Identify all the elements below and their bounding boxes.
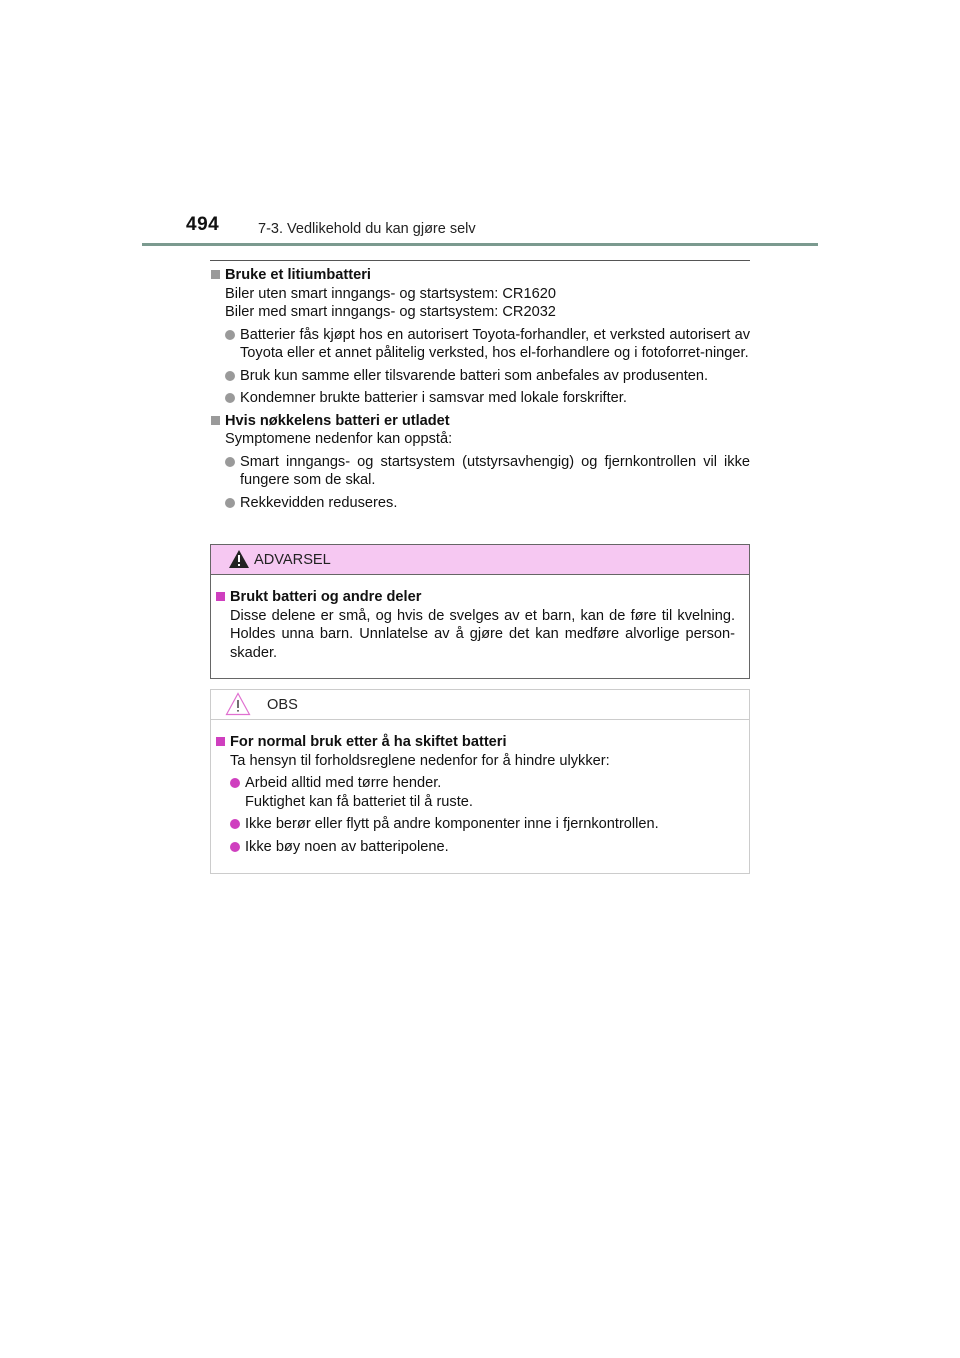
round-bullet-icon bbox=[225, 457, 235, 467]
paragraph: Biler med smart inngangs- og startsystem: CR2032 bbox=[225, 304, 556, 320]
list-item-text: Ikke bøy noen av batteripolene. bbox=[245, 838, 449, 855]
round-bullet-icon bbox=[225, 498, 235, 508]
warning-label: ADVARSEL bbox=[254, 552, 331, 568]
header-rule bbox=[142, 243, 818, 246]
notice-heading bbox=[215, 733, 735, 752]
round-bullet-icon bbox=[225, 393, 235, 403]
square-bullet-icon bbox=[211, 270, 220, 279]
warning-triangle-icon bbox=[228, 549, 250, 569]
heading-text: For normal bruk etter å ha skiftet batteri bbox=[230, 734, 507, 750]
section-title: 7-3. Vedlikehold du kan gjøre selv bbox=[258, 221, 476, 237]
content-rule bbox=[210, 260, 750, 261]
warning-box bbox=[210, 544, 750, 679]
square-bullet-icon bbox=[216, 592, 225, 601]
heading-text: Brukt batteri og andre deler bbox=[230, 589, 422, 605]
round-bullet-icon bbox=[225, 371, 235, 381]
notice-intro: Ta hensyn til forholdsreglene nedenfor for å hindre ulykker: bbox=[230, 752, 610, 769]
round-bullet-icon bbox=[230, 778, 240, 788]
list-item-text: Bruk kun samme eller tilsvarende batteri som anbefales av produsenten. bbox=[240, 367, 709, 384]
warning-text: Disse delene er små, og hvis de svelges av et barn, kan de føre til kvelning. Holdes unna barn. Unnlatelse av å gjøre det kan medføre alvorlige person-skader. bbox=[230, 607, 735, 661]
square-bullet-icon bbox=[216, 737, 225, 746]
list-item bbox=[210, 326, 750, 363]
square-bullet-icon bbox=[211, 416, 220, 425]
caution-triangle-outline-icon bbox=[225, 692, 251, 716]
notice-box bbox=[210, 689, 750, 874]
list-item bbox=[210, 367, 750, 386]
page-number: 494 bbox=[186, 214, 220, 235]
list-item-text: Rekkevidden reduseres. bbox=[240, 494, 398, 511]
warning-body bbox=[215, 588, 735, 662]
list-item bbox=[210, 494, 750, 513]
list-item bbox=[215, 774, 735, 811]
list-item-text: Batterier fås kjøpt hos en autorisert Toyota-forhandler, et verksted autorisert av Toyota eller et annet pålitelig verksted, hos el-forhandlere og i fotoforret-ninger. bbox=[240, 326, 750, 361]
warning-header bbox=[211, 545, 749, 575]
list-item-subtext: Fuktighet kan få batteriet til å ruste. bbox=[245, 793, 473, 810]
list-item bbox=[215, 838, 735, 857]
round-bullet-icon bbox=[230, 842, 240, 852]
warning-heading bbox=[215, 588, 735, 607]
list-item bbox=[215, 815, 735, 834]
paragraph: Symptomene nedenfor kan oppstå: bbox=[225, 431, 453, 447]
round-bullet-icon bbox=[230, 819, 240, 829]
list-item-text: Kondemner brukte batterier i samsvar med lokale forskrifter. bbox=[240, 390, 627, 406]
section-heading bbox=[210, 266, 750, 285]
heading-text: Hvis nøkkelens batteri er utladet bbox=[225, 412, 450, 429]
round-bullet-icon bbox=[225, 330, 235, 340]
notice-label: OBS bbox=[267, 697, 298, 713]
main-content bbox=[210, 266, 750, 512]
notice-header bbox=[211, 690, 749, 720]
heading-text: Bruke et litiumbatteri bbox=[225, 267, 371, 283]
section-heading bbox=[210, 412, 750, 431]
list-item bbox=[210, 453, 750, 490]
list-item-text: Arbeid alltid med tørre hender. bbox=[245, 775, 442, 791]
list-item-text: Smart inngangs- og startsystem (utstyrsavhengig) og fjernkontrollen vil ikke fungere som de skal. bbox=[240, 453, 750, 488]
list-item-text: Ikke berør eller flytt på andre komponenter inne i fjernkontrollen. bbox=[245, 816, 659, 832]
list-item bbox=[210, 389, 750, 408]
notice-body bbox=[215, 733, 735, 856]
paragraph: Biler uten smart inngangs- og startsystem: CR1620 bbox=[225, 285, 556, 302]
